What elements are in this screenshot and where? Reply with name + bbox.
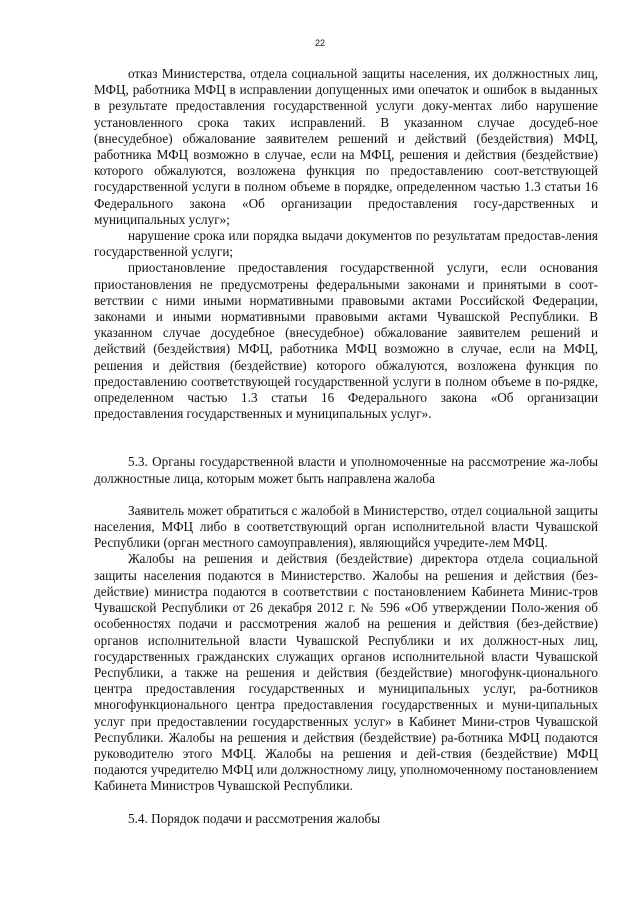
section-spacer <box>94 422 598 454</box>
paragraph-refusal-corrections: отказ Министерства, отдела социальной защиты населения, их должностных лиц, МФЦ, работника МФЦ в исправлении допущенных ими опечаток и ошибок в выданных в результате предоставления государственной услуги доку-ментах либо нарушение установленного срока таких исправлений. В указанном случае досудеб-ное (внесудебное) обжалование заявителем решений и действий (бездействия) МФЦ, работника МФЦ возможно в случае, если на МФЦ, решения и действия (бездействие) которого обжалуются, возложена функция по предоставлению соот-ветствующей государственной услуги в полном объеме в порядке, определенном частью 1.3 статьи 16 Федерального закона «Об организации предоставления госу-дарственных и муниципальных услуг»; <box>94 66 598 227</box>
paragraph-applicant-complaint: Заявитель может обратиться с жалобой в Министерство, отдел социальной защиты населения, МФЦ либо в соответствующий орган исполнительной власти Чувашской Республики (орган местного самоуправления), являющийся учредите-лем МФЦ. <box>94 502 598 551</box>
paragraph-deadline-violation: нарушение срока или порядка выдачи документов по результатам предостав-ления государственной услуги; <box>94 228 598 260</box>
section-heading-5-3: 5.3. Органы государственной власти и уполномоченные на рассмотрение жа-лобы должностные лица, которым может быть направлена жалоба <box>94 454 598 486</box>
section-heading-5-4: 5.4. Порядок подачи и рассмотрения жалобы <box>128 810 381 826</box>
page-number: 22 <box>314 38 325 48</box>
paragraph-complaint-routing: Жалобы на решения и действия (бездействие) директора отдела социальной защиты населения подаются в Министерство. Жалобы на решения и действия (без-действие) министра подаются в соответствии с постановлением Кабинета Минис-тров Чувашской Республики от 26 декабря 2012 г. № 596 «Об утверждении Поло-жения об особенностях подачи и рассмотрения жалоб на решения и действия (без-действие) органов исполнительной власти Чувашской Республики и их должност-ных лиц, государственных гражданских служащих органов исполнительной власти Чувашской Республики, а также на решения и действия (бездействие) многофунк-ционального центра предоставления государственных и муниципальных услуг, ра-ботников многофункционального центра предоставления государственных и муни-ципальных услуг при предоставлении государственных услуг» в Кабинет Мини-стров Чувашской Республики. Жалобы на решения и действия (бездействие) ра-ботника МФЦ подаются руководителю этого МФЦ. Жалобы на решения и дей-ствия (бездействие) МФЦ подаются учредителю МФЦ или должностному лицу, уполномоченному постановлением Кабинета Министров Чувашской Республики. <box>94 551 598 794</box>
document-body <box>94 66 598 827</box>
paragraph-suspension: приостановление предоставления государственной услуги, если основания приостановления не предусмотрены федеральными законами и принятыми в соот-ветствии с ними иными нормативными правовыми актами Российской Федерации, законами и иными нормативными правовыми актами Чувашской Республики. В указанном случае досудебное (внесудебное) обжалование заявителем решений и действий (бездействия) МФЦ, работника МФЦ возможно в случае, если на МФЦ, решения и действия (бездействие) которого обжалуются, возложена функция по предоставлению соответствующей государственной услуги в полном объеме в по-рядке, определенном частью 1.3 статьи 16 Федерального закона «Об организации предоставления государственных и муниципальных услуг». <box>94 260 598 422</box>
section-spacer <box>94 487 598 503</box>
section-spacer <box>94 795 598 811</box>
